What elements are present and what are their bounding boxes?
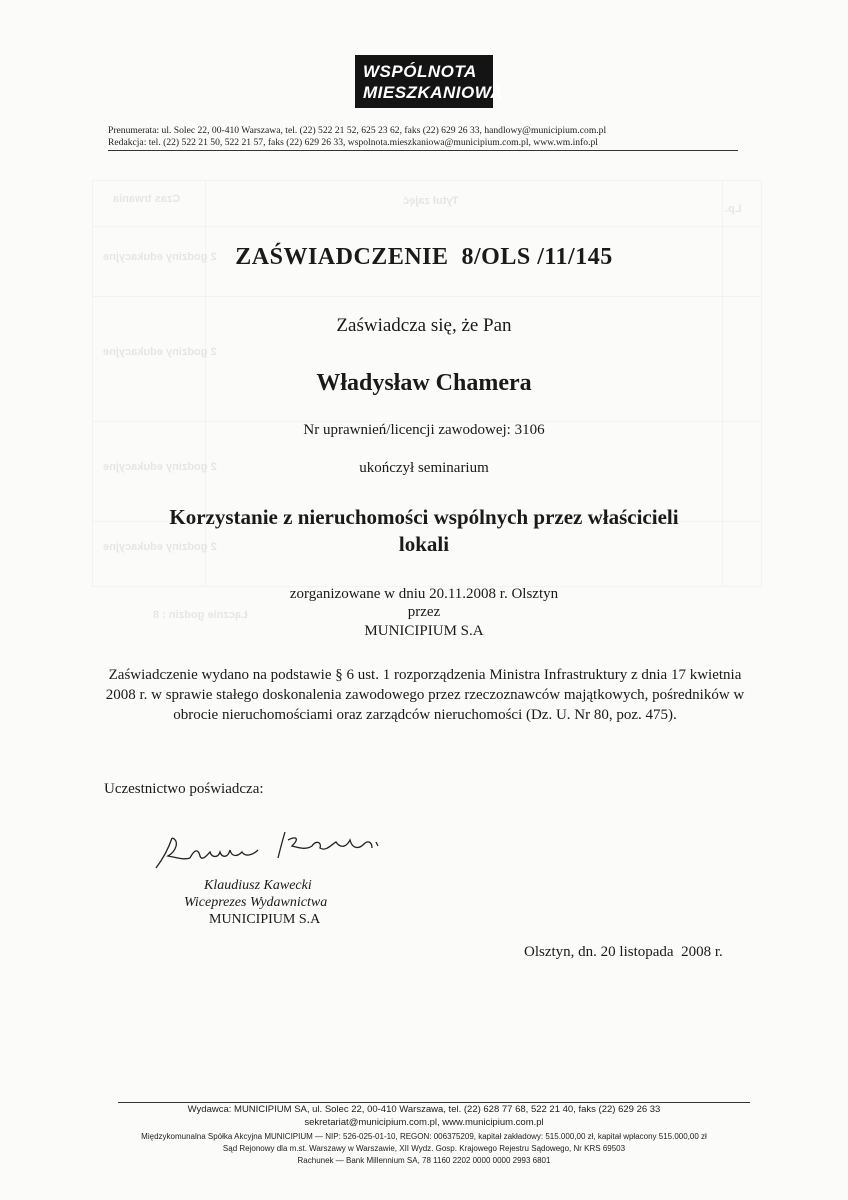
organizer-name: MUNICIPIUM S.A — [364, 623, 484, 639]
subscription-contact: Prenumerata: ul. Solec 22, 00-410 Warszawa, tel. (22) 522 21 52, 625 23 62, faks (22) 629 26 33, handlowy@municipium.com.pl — [108, 125, 607, 136]
show-through-col-lp: Lp. — [725, 203, 742, 215]
bank-account: Rachunek — Bank Millennium SA, 78 1160 2202 0000 0000 2993 6801 — [297, 1156, 551, 1165]
signatory-organization: MUNICIPIUM S.A — [209, 912, 321, 927]
publication-logo — [355, 55, 504, 108]
show-through-col-title: Tytuł zajęć — [403, 195, 459, 207]
place-and-date: Olsztyn, dn. 20 listopada 2008 r. — [524, 944, 723, 960]
handwritten-signature — [150, 828, 390, 878]
show-through-row-time: 2 godziny edukacyjne — [103, 541, 217, 553]
publisher-line: Wydawca: MUNICIPIUM SA, ul. Solec 22, 00-410 Warszawa, tel. (22) 628 77 68, 522 21 40, faks (22) 629 26 33 — [187, 1104, 661, 1115]
seminar-title — [0, 504, 848, 558]
show-through-row-time: 2 godziny edukacyjne — [103, 461, 217, 473]
seminar-title-line-1: Korzystanie z nieruchomości wspólnych przez właścicieli — [169, 505, 679, 529]
show-through-total: Łącznie godzin : 8 — [153, 609, 248, 621]
footer-divider — [118, 1102, 750, 1103]
organized-line: zorganizowane w dniu 20.11.2008 r. Olsztyn — [289, 586, 559, 602]
publisher-contact: sekretariat@municipium.com.pl, www.municipium.com.pl — [304, 1117, 544, 1128]
logo-line-2: MIESZKANIOWA — [363, 82, 504, 102]
certificate-title: ZAŚWIADCZENIE 8/OLS /11/145 — [235, 244, 613, 270]
editorial-contact: Redakcja: tel. (22) 522 21 50, 522 21 57, faks (22) 629 26 33, wspolnota.mieszkaniowa@municipium.com.pl, www.wm.info.pl — [108, 137, 598, 148]
show-through-row-time: 2 godziny edukacyjne — [103, 251, 217, 263]
show-through-row-time: 2 godziny edukacyjne — [103, 346, 217, 358]
by-line: przez — [407, 604, 441, 620]
recipient-name: Władysław Chamera — [316, 370, 532, 396]
signatory-role: Wiceprezes Wydawnictwa — [184, 895, 328, 910]
attested-by-label: Uczestnictwo poświadcza: — [104, 781, 264, 797]
company-registration: Międzykomunalna Spółka Akcyjna MUNICIPIUM — NIP: 526-025-01-10, REGON: 006375209, kapitał zakładowy: 515.000,00 zł, kapitał wpłacony 515.000,00 zł — [141, 1132, 707, 1141]
license-number: Nr uprawnień/licencji zawodowej: 3106 — [303, 422, 545, 438]
seminar-title-line-2: lokali — [398, 532, 450, 556]
header-divider — [108, 150, 738, 151]
certifies-line: Zaświadcza się, że Pan — [336, 315, 512, 336]
court-registration: Sąd Rejonowy dla m.st. Warszawy w Warszawie, XII Wydz. Gosp. Krajowego Rejestru Sądowego, Nr KRS 69503 — [222, 1144, 626, 1153]
signatory-name: Klaudiusz Kawecki — [204, 878, 312, 893]
legal-basis: Zaświadczenie wydano na podstawie § 6 ust. 1 rozporządzenia Ministra Infrastruktury z dnia 17 kwietnia 2008 r. w sprawie stałego doskonalenia zawodowego przez rzeczoznawców majątkowych, pośredników w obrocie nieruchomościami oraz zarządców nieruchomości (Dz. U. Nr 80, poz. 475). — [105, 667, 745, 723]
logo-line-1: WSPÓLNOTA — [363, 61, 477, 81]
completed-line: ukończył seminarium — [359, 460, 489, 476]
show-through-col-time: Czas trwania — [113, 193, 181, 205]
